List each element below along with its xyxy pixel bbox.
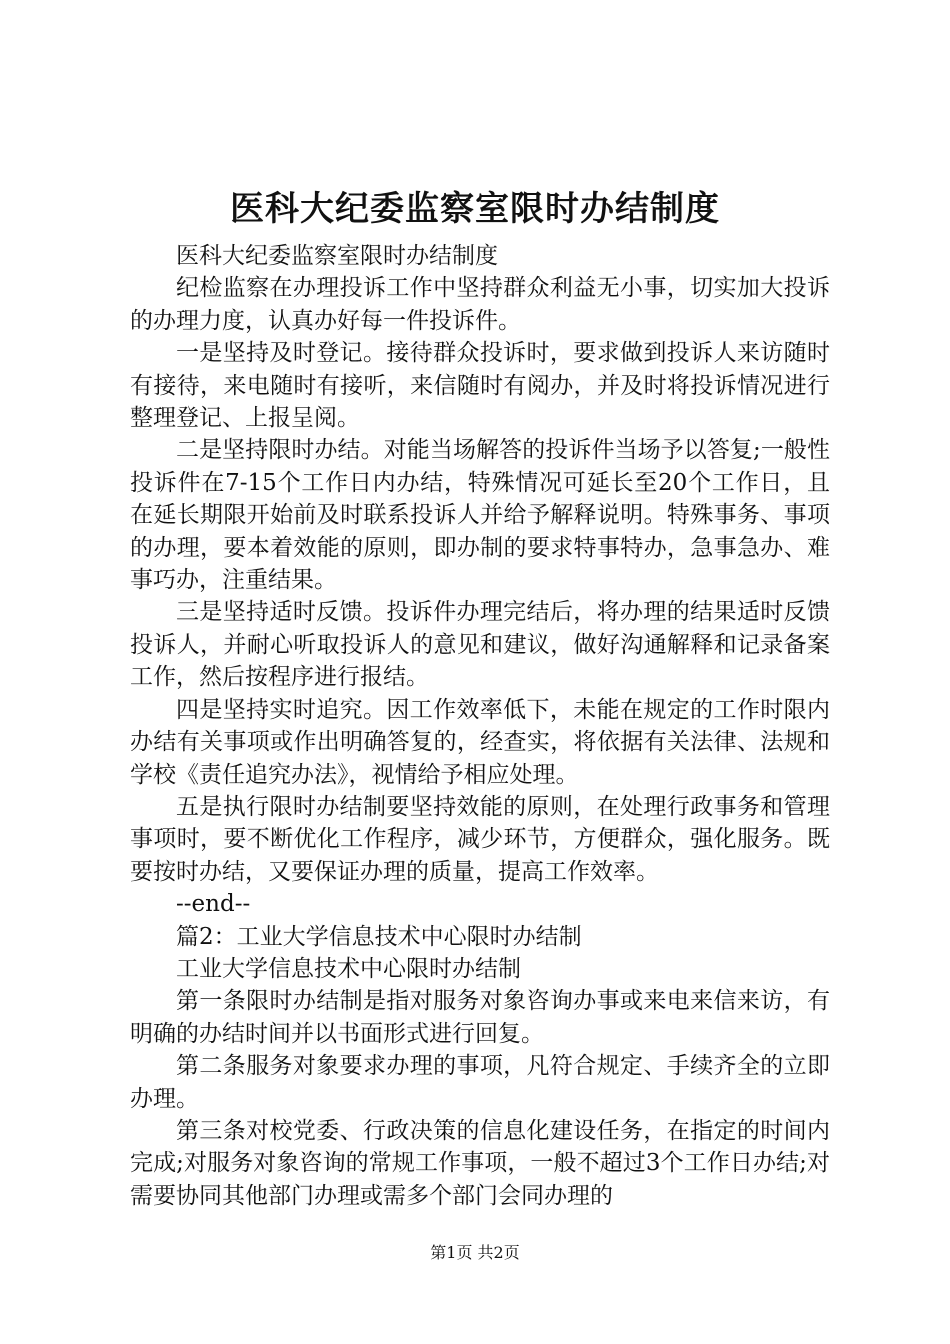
document-title: 医科大纪委监察室限时办结制度: [230, 189, 720, 229]
paragraph-item-5: 五是执行限时办结制要坚持效能的原则，在处理行政事务和管理事项时，要不断优化工作程序，减少环节，方便群众，强化服务。既要按时办结，又要保证办理的质量，提高工作效率。: [130, 793, 830, 885]
page-number-footer: 第1页 共2页: [430, 1243, 520, 1262]
paragraph-article-2: 第二条服务对象要求办理的事项，凡符合规定、手续齐全的立即办理。: [130, 1053, 830, 1112]
paragraph-item-3: 三是坚持适时反馈。投诉件办理完结后，将办理的结果适时反馈投诉人，并耐心听取投诉人的意见和建议，做好沟通解释和记录备案工作，然后按程序进行报结。: [130, 599, 830, 691]
paragraph-article-1: 第一条限时办结制是指对服务对象咨询办事或来电来信来访，有明确的办结时间并以书面形式进行回复。: [130, 988, 830, 1047]
paragraph-end-marker: --end--: [176, 891, 251, 918]
paragraph-intro: 纪检监察在办理投诉工作中坚持群众利益无小事，切实加大投诉的办理力度，认真办好每一件投诉件。: [130, 275, 830, 334]
paragraph-item-4: 四是坚持实时追究。因工作效率低下，未能在规定的工作时限内办结有关事项或作出明确答复的，经查实，将依据有关法律、法规和学校《责任追究办法》，视情给予相应处理。: [130, 696, 830, 788]
document-body: [130, 240, 830, 1212]
paragraph-section-2-title: 工业大学信息技术中心限时办结制: [176, 955, 521, 982]
paragraph-article-3: 第三条对校党委、行政决策的信息化建设任务，在指定的时间内完成;对服务对象咨询的常规工作事项，一般不超过3个工作日办结;对需要协同其他部门办理或需多个部门会同办理的: [130, 1117, 830, 1209]
paragraph-section-2-heading: 篇2：工业大学信息技术中心限时办结制: [176, 923, 582, 950]
paragraph-item-1: 一是坚持及时登记。接待群众投诉时，要求做到投诉人来访随时有接待，来电随时有接听，来信随时有阅办，并及时将投诉情况进行整理登记、上报呈阅。: [130, 340, 830, 432]
paragraph-subtitle: 医科大纪委监察室限时办结制度: [176, 243, 498, 269]
paragraph-item-2: 二是坚持限时办结。对能当场解答的投诉件当场予以答复;一般性投诉件在7-15个工作日内办结，特殊情况可延长至20个工作日，且在延长期限开始前及时联系投诉人并给予解释说明。特殊事务、事项的办理，要本着效能的原则，即办制的要求特事特办，急事急办、难事巧办，注重结果。: [130, 437, 830, 594]
